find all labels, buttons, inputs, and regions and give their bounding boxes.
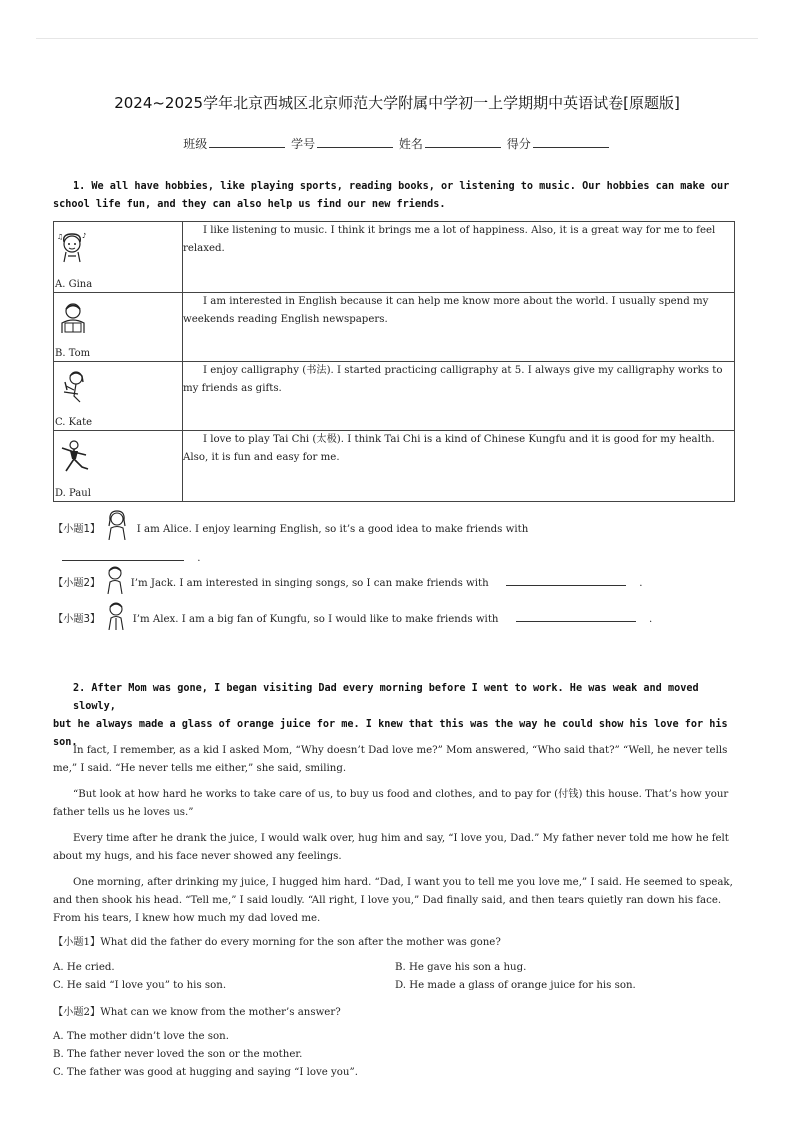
- q1-sub1: [53, 518, 528, 540]
- q2-sub1-option-a[interactable]: A. He cried.: [53, 962, 115, 973]
- q2-intro-line3: son.: [53, 737, 78, 748]
- sub-end: .: [639, 578, 643, 589]
- q2-paragraph: “But look at how hard he works to take care of us, to buy us food and clothes, and to pay for (付钱) this house. That’s how your father tells us he loves us.”: [53, 789, 729, 818]
- name-label: 姓名: [398, 137, 423, 151]
- calligraphy-girl-icon: [56, 370, 92, 404]
- person-cell: [54, 431, 183, 502]
- person-name: C. Kate: [55, 417, 93, 428]
- name-blank[interactable]: [425, 135, 501, 148]
- person-text: I enjoy calligraphy (书法). I started practicing calligraphy at 5. I always give my calligraphy works to my friends as gifts.: [183, 362, 735, 431]
- answer-blank[interactable]: [516, 609, 636, 622]
- q2-sub2-option-c[interactable]: C. The father was good at hugging and saying “I love you”.: [53, 1067, 358, 1078]
- answer-blank[interactable]: [506, 573, 626, 586]
- table-row: [54, 431, 735, 502]
- people-table: [53, 221, 735, 502]
- jack-icon: [105, 564, 125, 594]
- id-blank[interactable]: [317, 135, 393, 148]
- q2-sub2-option-b[interactable]: B. The father never loved the son or the mother.: [53, 1049, 303, 1060]
- q2-sub2-option-a[interactable]: A. The mother didn’t love the son.: [53, 1031, 229, 1042]
- table-row: [54, 293, 735, 362]
- score-label: 得分: [506, 137, 531, 151]
- table-row: [54, 362, 735, 431]
- person-text: I am interested in English because it can help me know more about the world. I usually spend my weekends reading English newspapers.: [183, 293, 735, 362]
- person-text: I like listening to music. I think it brings me a lot of happiness. Also, it is a great way for me to feel relaxed.: [183, 222, 735, 293]
- q2-paragraph: In fact, I remember, as a kid I asked Mom, “Why doesn’t Dad love me?” Mom answered, “Who said that?” “Well, he never tells me,” I said. “He never tells me either,” she said, smiling.: [53, 745, 728, 774]
- q2-sub1-option-b[interactable]: B. He gave his son a hug.: [395, 962, 527, 973]
- person-name: A. Gina: [55, 279, 93, 290]
- person-cell: [54, 222, 183, 293]
- q1-sub3: [53, 608, 652, 630]
- sub-tag: 【小题2】: [53, 578, 101, 589]
- q2-intro-line1: 2. After Mom was gone, I began visiting Dad every morning before I went to work. He was weak and moved slowly,: [73, 683, 699, 712]
- sub-end: .: [648, 614, 653, 625]
- alice-icon: [105, 510, 129, 540]
- id-label: 学号: [291, 137, 316, 151]
- taichi-man-icon: [56, 439, 92, 473]
- sub-tag: 【小题1】: [53, 524, 101, 535]
- q2-sub2-question: 【小题2】What can we know from the mother’s answer?: [53, 1007, 341, 1018]
- q2-paragraph: Every time after he drank the juice, I would walk over, hug him and say, “I love you, Dad.” My father never told me how he felt about my hugs, and his face never showed any feelings.: [53, 833, 729, 862]
- top-divider: [36, 38, 758, 39]
- class-label: 班级: [183, 137, 208, 151]
- person-name: D. Paul: [55, 488, 91, 499]
- q1-sub1-answer: [62, 548, 201, 568]
- sub-end: .: [197, 553, 201, 564]
- svg-text:♫: ♫: [57, 233, 64, 241]
- table-row: [54, 222, 735, 293]
- alex-icon: [105, 600, 127, 630]
- q1-intro: [53, 178, 743, 214]
- person-name: B. Tom: [55, 348, 91, 359]
- q2-intro-line2: but he always made a glass of orange juice for me. I knew that this was the way he could show his love for his: [53, 719, 728, 730]
- music-girl-icon: [56, 230, 90, 264]
- svg-text:♪: ♪: [82, 232, 87, 240]
- q2-sub1-question: 【小题1】What did the father do every morning for the son after the mother was gone?: [53, 937, 501, 948]
- q1-intro-line2: school life fun, and they can also help us find our new friends.: [53, 199, 446, 210]
- sub-text: I’m Jack. I am interested in singing songs, so I can make friends with: [130, 578, 489, 589]
- person-text: I love to play Tai Chi (太极). I think Tai Chi is a kind of Chinese Kungfu and it is good for my health. Also, it is fun and easy for me.: [183, 431, 735, 502]
- person-cell: [54, 293, 183, 362]
- person-cell: [54, 362, 183, 431]
- class-blank[interactable]: [209, 135, 285, 148]
- reading-boy-icon: [56, 301, 92, 335]
- score-blank[interactable]: [533, 135, 609, 148]
- student-info-line: [0, 135, 794, 152]
- q1-sub2: [53, 572, 642, 594]
- sub-tag: 【小题3】: [53, 614, 101, 625]
- q2-sub1-option-c[interactable]: C. He said “I love you” to his son.: [53, 980, 227, 991]
- q2-sub1-option-d[interactable]: D. He made a glass of orange juice for his son.: [395, 980, 636, 991]
- q2-paragraph: One morning, after drinking my juice, I hugged him hard. “Dad, I want you to tell me you love me,” I said. He seemed to speak, and then shook his head. “Tell me,” I said loudly. “All right, I love you,” Dad finally said, and then tears quietly ran down his face. From his tears, I knew how much my dad loved me.: [53, 877, 733, 924]
- sub-text: I’m Alex. I am a big fan of Kungfu, so I would like to make friends with: [132, 614, 499, 625]
- q1-intro-line1: 1. We all have hobbies, like playing sports, reading books, or listening to music. Our hobbies can make our: [73, 181, 730, 192]
- page-title: 2024~2025学年北京西城区北京师范大学附属中学初一上学期期中英语试卷[原题版]: [114, 94, 680, 112]
- answer-blank[interactable]: [62, 548, 184, 561]
- sub-text: I am Alice. I enjoy learning English, so it’s a good idea to make friends with: [136, 524, 529, 535]
